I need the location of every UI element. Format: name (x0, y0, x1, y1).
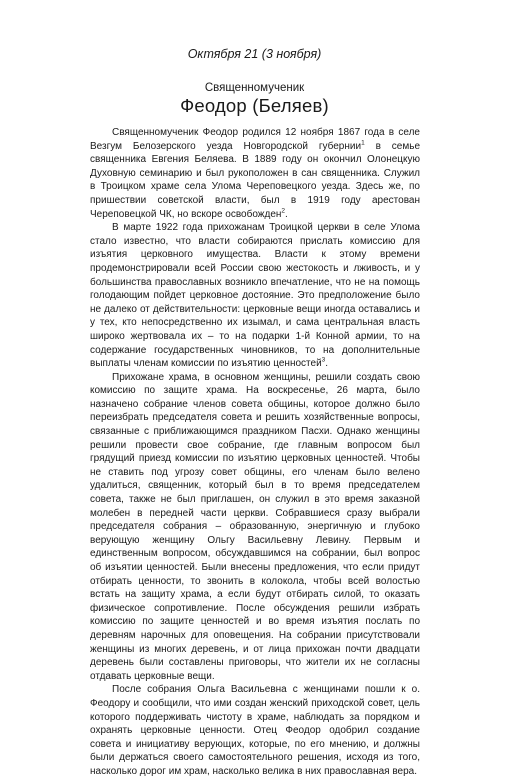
saint-name: Феодор (Беляев) (180, 95, 329, 116)
feast-date: Октября 21 (3 ноября) (187, 47, 322, 61)
paragraph-text: . (325, 358, 329, 370)
paragraph-text: в семье священника Евгения Беляева. В 1889 году он окончил Олонецкую Духовную семинарию и был рукоположен в сан священника. Служил в Троицком храме села Улома Череповецкого уезда. Здесь же, по пришествии советской власти, был в 1919 году арестован Череповецкой ЧК, но вскоре освобожден (90, 140, 420, 220)
paragraph (90, 371, 420, 684)
footnote-marker[interactable]: 3 (321, 356, 326, 364)
paragraph (90, 126, 420, 221)
paragraph-text: . (285, 208, 288, 220)
document-body (90, 126, 420, 779)
paragraph (90, 683, 420, 778)
paragraph (90, 221, 420, 371)
paragraph-text: В марте 1922 года прихожанам Троицкой церкви в селе Улома стало известно, что власти собираются прислать комиссию для изъятия церковного имущества. Власти к этому времени продемонстрировали всей России свою жестокость и лживость, и у большинства православных возникло впечатление, что не на помощь голодающим пойдет церковное достояние. Это предположение было не далеко от действительности: церковные вещи иногда оставались и у тех, кто непосредственно их изымал, и сама центральная власть широко жертвовала их – то на подарки 1-й Конной армии, то на содержание государственных чиновников, то на дополнительные выплаты членам комиссии по изъятию ценностей (90, 222, 420, 370)
footnote-marker[interactable]: 2 (281, 207, 286, 215)
paragraph-text: Священномученик Феодор родился 12 ноября 1867 года в селе Везгум Белозерского уезда Новгородской губернии (90, 127, 420, 152)
footnote-marker[interactable]: 1 (361, 139, 365, 147)
paragraph-text: После собрания Ольга Васильевна с женщинами пошли к о. Феодору и сообщили, что ими создан женский приходской совет, цель которого поддерживать чистоту в храме, наблюдать за порядком и охранять церковные ценности. Отец Феодор одобрил создание совета и инициативу верующих, которые, по его мнению, и должны были держаться своего самостоятельного решения, исходя из того, насколько дорог им храм, насколько велика в них православная вера. (90, 684, 420, 777)
saint-rank: Священномученик (204, 82, 305, 94)
paragraph-text: Прихожане храма, в основном женщины, решили создать свою комиссию по защите храма. На воскресенье, 26 марта, было назначено собрание членов совета общины, которое должно было переизбрать председателя совета и решить хозяйственные вопросы, связанные с приближающимся праздником Пасхи. Однако женщины решили провести свое собрание, где главным вопросом был грядущий приезд комиссии по изъятию церковных ценностей. Чтобы не ставить под угрозу совет общины, его членам было велено удалиться, священник, который был в то время председателем совета, также не был приглашен, он служил в это время заказной молебен в передней части церкви. Собравшиеся сразу выбрали председателя собрания – образованную, энергичную и глубоко верующую женщину Ольгу Васильевну Левину. Первым и единственным вопросом, обсуждавшимся на собрании, был вопрос об изъятии ценностей. Были внесены предложения, что если придут отбирать ценности, то звонить в колокола, чтобы всей волостью встать на защиту храма, а если будут отбирать силой, то оказать физическое сопротивление. После обсуждения решили избрать комиссию по защите ценностей и во время изъятия послать по деревням нарочных для оповещения. На собрании присутствовали женщины из многих деревень, и от лица прихожан почти двадцати деревень были составлены приговоры, что жители их не согласны отдавать церковные вещи. (90, 371, 420, 682)
